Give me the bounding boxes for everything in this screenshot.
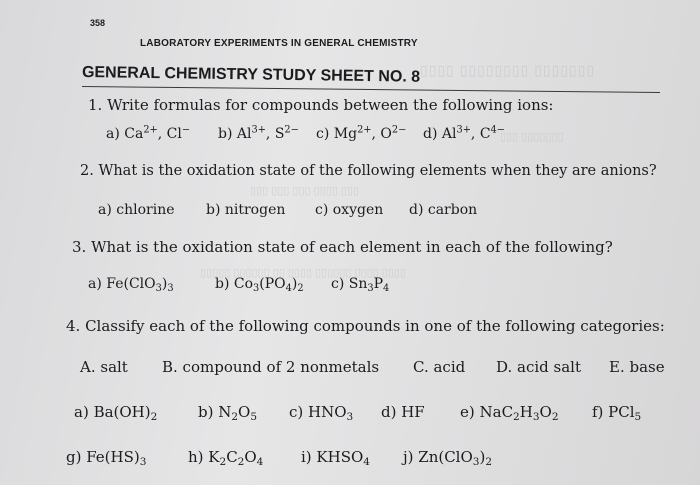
compound-c: c) $HNO_3$ xyxy=(289,403,354,424)
running-head: LABORATORY EXPERIMENTS IN GENERAL CHEMISTRY xyxy=(140,38,418,49)
q3-option-a: a) $Fe(ClO_3)_3$ xyxy=(88,276,174,294)
question-4: 4. Classify each of the following compounds in one of the following categories: xyxy=(66,317,665,335)
bleed-through-text: ▯▯▯▯ ▯▯▯▯▯▯▯▯ ▯▯▯▯▯▯▯ xyxy=(420,62,596,78)
compound-f: f) PCl$_5$ xyxy=(592,403,642,424)
question-2: 2. What is the oxidation state of the following elements when they are anions? xyxy=(80,163,657,179)
category-d: D. acid salt xyxy=(496,358,582,376)
q2-option-b: b) nitrogen xyxy=(206,202,286,218)
compound-e: e) $NaC_2H_3O_2$ xyxy=(460,403,559,424)
compound-b: b) $N_2O_5$ xyxy=(198,403,258,424)
compound-h: h) $K_2C_2O_4$ xyxy=(188,448,264,469)
q1-option-b: b) $Al^{3+}$, $S^{2-}$ xyxy=(218,124,299,142)
title-rule xyxy=(82,86,660,93)
compound-j: j) $Zn(ClO_3)_2$ xyxy=(403,448,493,469)
compound-d: d) HF xyxy=(381,403,425,421)
question-3: 3. What is the oxidation state of each element in each of the following? xyxy=(72,238,613,256)
category-c: C. acid xyxy=(413,358,466,376)
compound-i: i) $KHSO_4$ xyxy=(301,448,370,469)
category-b: B. compound of 2 nonmetals xyxy=(162,358,380,376)
category-e: E. base xyxy=(609,358,665,376)
q1-option-d: d) $Al^{3+}$, $C^{4-}$ xyxy=(423,124,505,142)
q2-option-a: a) chlorine xyxy=(98,202,175,218)
q3-option-c: c) $Sn_3P_4$ xyxy=(331,276,390,294)
bleed-through-text: ▯▯▯▯▯ ▯▯▯▯▯▯ ▯▯ ▯▯▯▯ ▯▯▯▯▯▯ ▯▯▯▯ ▯▯▯▯ xyxy=(200,267,406,279)
page-number: 358 xyxy=(90,18,106,28)
question-1: 1. Write formulas for compounds between the following ions: xyxy=(88,96,554,114)
q2-option-d: d) carbon xyxy=(409,202,478,218)
q1-option-a: a) $Ca^{2+}$, Cl− xyxy=(106,124,191,142)
compound-g: g) $Fe(HS)_3$ xyxy=(66,448,147,469)
q2-option-c: c) oxygen xyxy=(315,202,384,218)
sheet-title: GENERAL CHEMISTRY STUDY SHEET NO. 8 xyxy=(81,64,421,86)
compound-a: a) $Ba(OH)_2$ xyxy=(74,403,158,424)
bleed-through-text: ▯▯▯ ▯▯▯▯▯▯▯ xyxy=(500,131,564,143)
bleed-through-text: ▯▯▯ ▯▯▯ ▯▯▯ ▯▯▯▯ ▯▯▯ xyxy=(250,185,360,197)
q1-option-c: c) $Mg^{2+}$, $O^{2-}$ xyxy=(316,124,407,142)
category-a: A. salt xyxy=(80,358,128,376)
q3-option-b: b) $Co_3(PO_4)_2$ xyxy=(215,276,304,294)
